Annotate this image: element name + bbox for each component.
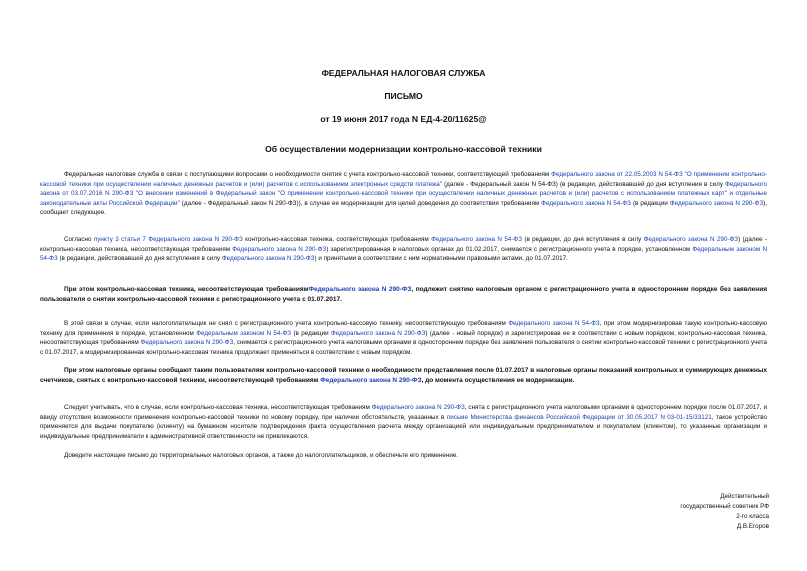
p2-text: ) и принятыми в соответствии с ним нормативными правовыми актами, до 01.07.2017. xyxy=(314,255,568,263)
p2-text: ) (далее - контрольно-кассовая техника, несоответствующая требованиям xyxy=(40,236,767,253)
paragraph-5 xyxy=(40,366,767,385)
p6-text: Следует учитывать, что в случае, если контрольно-кассовая техника, несоответствующая требованиям xyxy=(64,404,372,411)
paragraph-2 xyxy=(40,235,767,264)
law-290fz-link[interactable]: Федерального закона N 290-ФЗ xyxy=(669,199,764,207)
signature-block xyxy=(680,492,769,532)
paragraph-7: Доведите настоящее письмо до территориальных налоговых органов, а также до налогоплательщиков, и обеспечьте его применение. xyxy=(64,452,459,459)
p3-text: При этом контрольно-кассовая техника, несоответствующая требованиям xyxy=(64,286,309,293)
p1-text: (в редакции xyxy=(630,199,670,207)
p6-text: , снята с регистрационного учета налоговыми органами в одностороннем порядке после 01.07.2017, и ввиду отсутствия возможности применения контрольно-кассовой техники по новому порядку, при наличии обстоятельств, указанных в xyxy=(40,404,767,421)
agency-title: ФЕДЕРАЛЬНАЯ НАЛОГОВАЯ СЛУЖБА xyxy=(321,68,486,78)
law-54fz-link[interactable]: Федерального закона N 54-ФЗ xyxy=(508,320,600,327)
signatory-name: Д.В.Егоров xyxy=(736,523,769,530)
minfin-letter-link[interactable]: письме Министерства финансов Российской Федерации от 30.05.2017 N 03-01-15/33121 xyxy=(446,413,712,421)
paragraph-3 xyxy=(40,285,767,304)
p2-text: (в редакции, до дня вступления в силу xyxy=(522,236,644,243)
law-290fz-article-link[interactable]: пункту 3 статьи 7 Федерального закона N 290-ФЗ xyxy=(93,236,243,243)
paragraph-4 xyxy=(40,319,767,357)
p5-text: При этом налоговые органы сообщают таким пользователям контрольно-кассовой техники о необходимости представления после 01.07.2017 в налоговые органы показаний контрольных и суммирующих денежных счетчиков, снятых с контрольно-кассовой техники, несоответствующей требованиям xyxy=(40,367,767,384)
paragraph-6 xyxy=(40,403,767,441)
law-290fz-link[interactable]: Федерального закона от 03.07.2016 N 290-ФЗ "О внесении изменений в Федеральный закон "О применении контрольно-кассовой техники при осуществлении наличных денежных расчетов и (или) расчетов с использованием платежных карт" и отдельные законодательные акты Российской Федерации" xyxy=(40,180,767,207)
p2-text: (в редакции, действовавшей до дня вступления в силу xyxy=(57,255,222,263)
p1-text: Федеральная налоговая служба в связи с поступающими вопросами о необходимости снятия с учета контрольно-кассовой техники, соответствующей требованиям xyxy=(64,171,552,178)
p4-text: (в редакции xyxy=(291,329,332,337)
document-type: ПИСЬМО xyxy=(384,91,423,101)
law-54fz-link[interactable]: Федеральным законом N 54-ФЗ xyxy=(196,329,292,337)
law-54fz-link[interactable]: Федерального закона N 54-ФЗ xyxy=(431,236,523,243)
law-54fz-link[interactable]: Федерального закона N 54-ФЗ xyxy=(541,199,631,207)
law-54fz-link[interactable]: Федеральным законом N 54-ФЗ xyxy=(40,245,767,263)
p1-text: (далее - Федеральный закон N 290-ФЗ)), в случае ее модернизации для целей доведения до соответствия требованиям xyxy=(179,199,542,207)
law-290fz-link[interactable]: Федерального закона N 290-ФЗ xyxy=(308,286,412,293)
p3-text: , подлежит снятию налоговым органом с регистрационного учета в одностороннем порядке без заявления пользователя о снятии контрольно-кассовой техники с регистрационного учета с 01.07.2017. xyxy=(40,286,768,303)
p5-text: , до момента осуществления ее модернизации. xyxy=(421,376,575,384)
law-290fz-link[interactable]: Федерального закона N 290-ФЗ xyxy=(331,329,426,337)
p2-text: Согласно xyxy=(64,236,94,243)
signature-title-line: 2-го класса xyxy=(736,513,769,520)
p2-text: ) зарегистрированная в налоговых органах до 01.02.2017, снимается с регистрационного учета в порядке, установленном xyxy=(326,245,693,253)
law-54fz-link[interactable]: Федерального закона от 22.05.2003 N 54-ФЗ "О применении контрольно-кассовой техники при осуществлении наличных денежных расчетов и (или) расчетов с использованием электронных средств платежа" xyxy=(40,171,767,188)
law-290fz-link[interactable]: Федерального закона N 290-ФЗ xyxy=(320,376,422,384)
p4-text: , при этом модернизировав такую контрольно-кассовую технику для применения в порядке, установленном xyxy=(40,320,767,337)
law-290fz-link[interactable]: Федерального закона N 290-ФЗ xyxy=(221,255,315,263)
document-subject: Об осуществлении модернизации контрольно-кассовой техники xyxy=(265,144,542,154)
p4-text: ) (далее - новый порядок) и зарегистрировав ее в соответствии с новым порядком, контрольно-кассовая техника, несоответствующая требованиям xyxy=(40,329,767,347)
p4-text: , снимается с регистрационного учета налоговыми органами в одностороннем порядке без заявления пользователя о снятии контрольно-кассовой техники с регистрационного учета с 01.07.2017, а модернизированная контрольно-кассовая техника продолжает применяться в соответствии с новым порядком. xyxy=(40,339,767,356)
document-date-number: от 19 июня 2017 года N ЕД-4-20/11625@ xyxy=(320,114,487,124)
law-290fz-link[interactable]: Федерального закона N 290-ФЗ xyxy=(371,404,465,411)
signature-title-line: Действительный xyxy=(720,493,769,500)
p4-text: В этой связи в случае, если налогоплательщик не снял с регистрационного учета контрольно-кассовую технику, несоответствующую требованиям xyxy=(64,320,509,327)
signature-title-line: государственный советник РФ xyxy=(680,503,769,510)
p2-text: контрольно-кассовая техника, соответствующая требованиям xyxy=(242,236,432,243)
p1-text: ), сообщает следующее. xyxy=(40,199,767,217)
law-290fz-link[interactable]: Федерального закона N 290-ФЗ xyxy=(643,236,739,243)
p1-text: (далее - Федеральный закон N 54-ФЗ) (в редакции, действовавшей до дня вступления в силу xyxy=(441,180,726,188)
paragraph-1 xyxy=(40,170,767,218)
law-290fz-link[interactable]: Федерального закона N 290-ФЗ xyxy=(140,339,234,347)
law-290fz-link[interactable]: Федерального закона N 290-ФЗ xyxy=(232,245,327,253)
p6-text: , такое устройство применяется для выдачи покупателю (клиенту) на бумажном носителе подтверждения факта осуществления расчета между организацией или индивидуальным предпринимателем и покупателем (клиентом), то указанные организации и индивидуальные предприниматели к административной ответственности не привлекаются. xyxy=(40,413,767,440)
